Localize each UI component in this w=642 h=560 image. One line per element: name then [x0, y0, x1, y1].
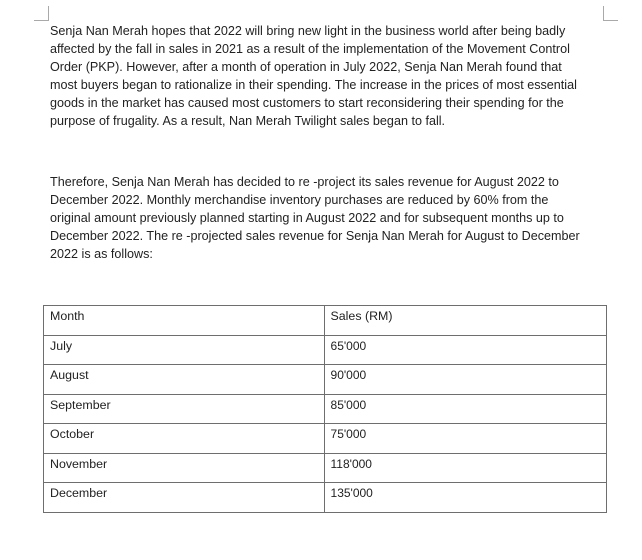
month-cell: [44, 453, 325, 483]
paragraph-line: Senja Nan Merah hopes that 2022 will bring new light in the business world after being badly: [50, 24, 566, 38]
sales-cell: [324, 453, 606, 483]
paragraph-line: Order (PKP). However, after a month of operation in July 2022, Senja Nan Merah found that: [50, 60, 562, 74]
month-label: November: [50, 456, 108, 471]
projection-paragraph: [50, 173, 602, 263]
month-label: July: [50, 338, 73, 353]
header-sales: Sales (RM): [330, 309, 393, 323]
table-row: [44, 365, 607, 395]
month-label: August: [50, 368, 89, 382]
sales-cell: [324, 365, 606, 395]
paragraph-line: goods in the market has caused most customers to start reconsidering their spending for the: [50, 96, 564, 110]
sales-cell: [324, 483, 606, 513]
month-cell: [44, 424, 325, 454]
paragraph-line: affected by the fall in sales in 2021 as a result of the implementation of the Movement Control: [50, 42, 570, 56]
header-month: Month: [50, 309, 85, 323]
table-row: [44, 335, 607, 365]
sales-cell: [324, 335, 606, 365]
sales-cell: [324, 394, 606, 424]
table-row: [44, 394, 607, 424]
sales-value: 90'000: [330, 368, 367, 382]
table-row: [44, 453, 607, 483]
paragraph-line: December 2022. Monthly merchandise inventory purchases are reduced by 60% from the: [50, 193, 549, 207]
paragraph-line: 2022 is as follows:: [50, 247, 153, 261]
sales-projection-table: [43, 305, 607, 513]
intro-paragraph: [50, 22, 602, 130]
paragraph-line: purpose of frugality. As a result, Nan Merah Twilight sales began to fall.: [50, 114, 446, 128]
sales-value: 65'000: [330, 338, 367, 353]
month-label: September: [50, 397, 111, 412]
table-header-cell: [44, 306, 325, 336]
paragraph-line: Therefore, Senja Nan Merah has decided to re -project its sales revenue for August 2022 to: [50, 175, 559, 189]
table-row: [44, 483, 607, 513]
month-label: December: [50, 486, 108, 500]
paragraph-line: December 2022. The re -projected sales revenue for Senja Nan Merah for August to December: [50, 229, 580, 243]
page-corner-mark-left: [34, 6, 49, 21]
sales-value: 135'000: [330, 486, 373, 500]
page-corner-mark-right: [603, 6, 618, 21]
table-header-row: [44, 306, 607, 336]
month-cell: [44, 365, 325, 395]
month-cell: [44, 394, 325, 424]
sales-value: 75'000: [330, 427, 367, 441]
paragraph-line: original amount previously planned starting in August 2022 and for subsequent months up to: [50, 211, 564, 225]
month-cell: [44, 335, 325, 365]
table-row: [44, 424, 607, 454]
table-header-cell: [324, 306, 606, 336]
month-label: October: [50, 427, 95, 441]
month-cell: [44, 483, 325, 513]
sales-cell: [324, 424, 606, 454]
sales-value: 85'000: [330, 397, 367, 412]
paragraph-line: most buyers began to rationalize in their spending. The increase in the prices of most essential: [50, 78, 577, 92]
sales-value: 118'000: [330, 456, 372, 471]
